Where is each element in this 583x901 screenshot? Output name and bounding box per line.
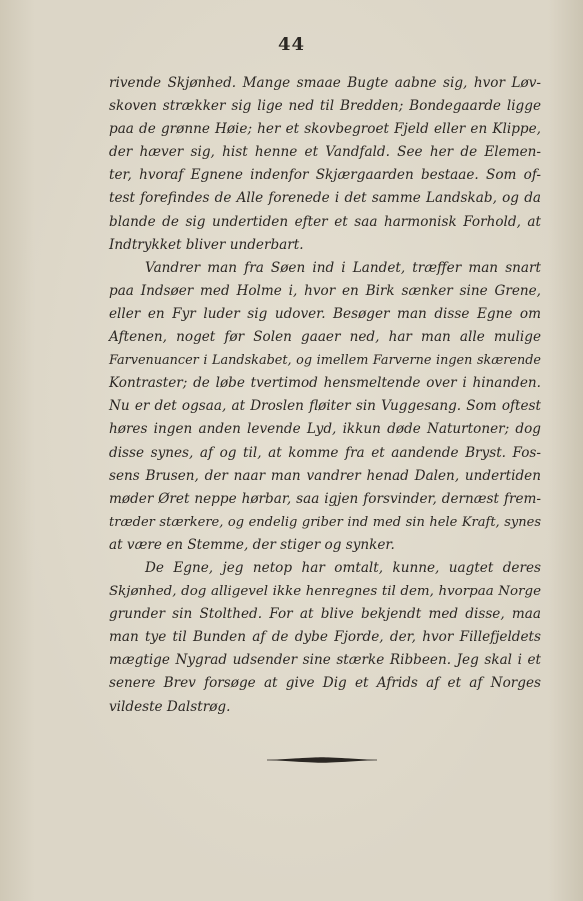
paragraph-2 xyxy=(109,257,541,557)
text-line: høres ingen anden levende Lyd, ikkun døde Naturtoner; dog xyxy=(109,421,541,438)
text-line: Vandrer man fra Søen ind i Landet, træffer man snart xyxy=(145,259,541,276)
text-line: blande de sig undertiden efter et saa harmonisk Forhold, at xyxy=(109,213,541,230)
text-line: eller en Fyr luder sig udover. Besøger man disse Egne om xyxy=(109,305,541,322)
text-line: test forefindes de Alle forenede i det samme Landskab, og da xyxy=(109,190,541,207)
paragraph-3 xyxy=(109,557,541,719)
text-line: der hæver sig, hist henne et Vandfald. See her de Elemen- xyxy=(109,144,541,161)
paragraph-1 xyxy=(109,72,541,257)
text-line: mægtige Nygrad udsender sine stærke Ribbeen. Jeg skal i et xyxy=(109,652,541,669)
text-line: disse synes, af og til, at komme fra et aandende Bryst. Fos- xyxy=(109,444,541,461)
text-line: paa de grønne Høie; her et skovbegroet Fjeld eller en Klippe, xyxy=(109,121,541,138)
body-text xyxy=(109,72,541,719)
text-line: skoven strækker sig lige ned til Bredden; Bondegaarde ligge xyxy=(109,98,541,115)
text-line: vildeste Dalstrøg. xyxy=(109,698,231,715)
text-line: Kontraster; de løbe tvertimod hensmeltende over i hinanden. xyxy=(109,375,541,392)
text-line: Farvenuancer i Landskabet, og imellem Farverne ingen skærende xyxy=(109,353,541,369)
divider-ornament xyxy=(267,754,377,766)
text-line: møder Øret neppe hørbar, saa igjen forsvinder, dernæst frem- xyxy=(109,490,541,507)
text-line: ter, hvoraf Egnene indenfor Skjærgaarden bestaae. Som of- xyxy=(109,167,541,184)
text-line: Skjønhed, dog alligevel ikke henregnes til dem, hvorpaa Norge xyxy=(109,584,541,600)
text-line: man tye til Bunden af de dybe Fjorde, der, hvor Fillefjeldets xyxy=(109,629,541,646)
page-number: 44 xyxy=(277,34,306,55)
text-line: Indtrykket bliver underbart. xyxy=(109,236,304,253)
text-line: grunder sin Stolthed. For at blive bekjendt med disse, maa xyxy=(109,606,541,623)
text-line: De Egne, jeg netop har omtalt, kunne, uagtet deres xyxy=(145,559,541,576)
text-line: Aftenen, noget før Solen gaaer ned, har man alle mulige xyxy=(109,329,541,346)
text-line: senere Brev forsøge at give Dig et Afrids af et af Norges xyxy=(109,675,541,692)
text-line: sens Brusen, der naar man vandrer henad Dalen, undertiden xyxy=(109,467,541,484)
text-line: træder stærkere, og endelig griber ind med sin hele Kraft, synes xyxy=(109,514,541,530)
text-line: Nu er det ogsaa, at Droslen fløiter sin Vuggesang. Som oftest xyxy=(109,398,541,415)
text-line: rivende Skjønhed. Mange smaae Bugte aabne sig, hvor Løv- xyxy=(109,75,541,91)
text-line: paa Indsøer med Holme i, hvor en Birk sænker sine Grene, xyxy=(109,282,541,299)
text-line: at være en Stemme, der stiger og synker. xyxy=(109,536,395,553)
